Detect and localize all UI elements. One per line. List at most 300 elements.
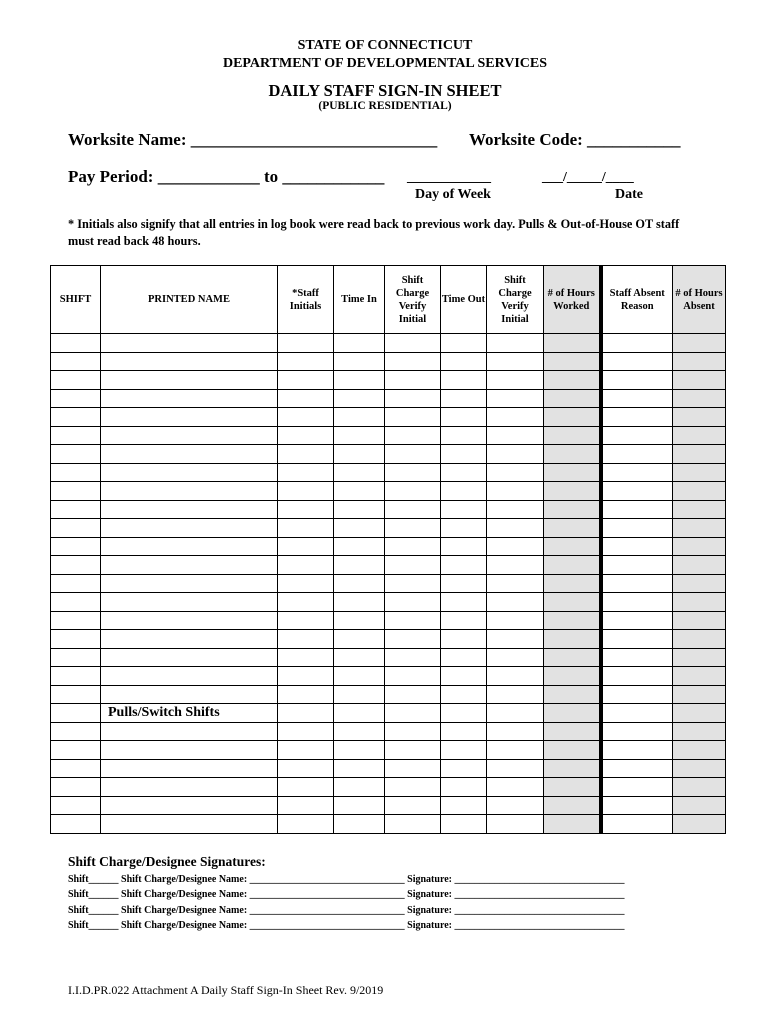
table-cell[interactable] bbox=[334, 389, 385, 408]
table-cell[interactable] bbox=[544, 667, 601, 686]
table-cell[interactable] bbox=[601, 352, 673, 371]
table-cell[interactable] bbox=[544, 371, 601, 390]
table-cell[interactable] bbox=[673, 426, 726, 445]
table-cell[interactable] bbox=[601, 574, 673, 593]
table-cell[interactable] bbox=[385, 741, 441, 760]
table-cell[interactable] bbox=[101, 537, 278, 556]
table-cell[interactable] bbox=[278, 741, 334, 760]
table-cell[interactable] bbox=[101, 759, 278, 778]
table-cell[interactable] bbox=[278, 574, 334, 593]
table-cell[interactable] bbox=[441, 704, 487, 723]
table-cell[interactable] bbox=[673, 611, 726, 630]
table-cell[interactable] bbox=[487, 741, 544, 760]
table-cell[interactable] bbox=[441, 630, 487, 649]
table-cell[interactable] bbox=[278, 389, 334, 408]
table-cell[interactable] bbox=[385, 556, 441, 575]
table-cell[interactable] bbox=[441, 685, 487, 704]
table-cell[interactable] bbox=[334, 574, 385, 593]
table-cell[interactable] bbox=[385, 389, 441, 408]
table-cell[interactable] bbox=[278, 648, 334, 667]
table-cell[interactable] bbox=[51, 667, 101, 686]
table-cell[interactable] bbox=[385, 611, 441, 630]
table-cell[interactable] bbox=[673, 667, 726, 686]
table-cell[interactable] bbox=[487, 667, 544, 686]
table-cell[interactable] bbox=[487, 556, 544, 575]
table-cell[interactable] bbox=[673, 445, 726, 464]
table-cell[interactable] bbox=[441, 722, 487, 741]
table-cell[interactable] bbox=[334, 593, 385, 612]
table-cell[interactable] bbox=[544, 500, 601, 519]
table-cell[interactable] bbox=[51, 537, 101, 556]
table-cell[interactable] bbox=[51, 463, 101, 482]
table-cell[interactable] bbox=[334, 556, 385, 575]
table-cell[interactable] bbox=[441, 667, 487, 686]
table-cell[interactable] bbox=[101, 630, 278, 649]
table-cell[interactable] bbox=[544, 352, 601, 371]
table-cell[interactable] bbox=[385, 352, 441, 371]
table-cell[interactable] bbox=[385, 722, 441, 741]
table-cell[interactable] bbox=[278, 519, 334, 538]
table-cell[interactable] bbox=[385, 796, 441, 815]
table-cell[interactable] bbox=[51, 334, 101, 353]
table-cell[interactable] bbox=[487, 426, 544, 445]
table-cell[interactable] bbox=[334, 500, 385, 519]
table-cell[interactable] bbox=[441, 519, 487, 538]
table-cell[interactable] bbox=[101, 334, 278, 353]
table-cell[interactable] bbox=[334, 648, 385, 667]
table-cell[interactable] bbox=[334, 334, 385, 353]
table-cell[interactable] bbox=[334, 371, 385, 390]
table-cell[interactable] bbox=[601, 482, 673, 501]
table-cell[interactable] bbox=[601, 519, 673, 538]
table-cell[interactable] bbox=[278, 556, 334, 575]
table-row bbox=[51, 408, 726, 427]
signature-row[interactable]: Shift______ Shift Charge/Designee Name: _______________________________ Signature: __________________________________ bbox=[68, 920, 625, 931]
table-cell[interactable] bbox=[385, 519, 441, 538]
table-cell[interactable] bbox=[601, 593, 673, 612]
signature-row[interactable]: Shift______ Shift Charge/Designee Name: _______________________________ Signature: __________________________________ bbox=[68, 874, 625, 885]
table-cell[interactable] bbox=[487, 519, 544, 538]
table-cell[interactable] bbox=[101, 648, 278, 667]
pay-period-field[interactable] bbox=[68, 167, 384, 187]
table-cell[interactable] bbox=[385, 667, 441, 686]
table-cell[interactable] bbox=[441, 778, 487, 797]
table-cell[interactable] bbox=[673, 815, 726, 834]
table-cell[interactable] bbox=[673, 352, 726, 371]
table-cell[interactable] bbox=[334, 704, 385, 723]
table-cell[interactable] bbox=[544, 445, 601, 464]
table-cell[interactable] bbox=[601, 389, 673, 408]
table-cell[interactable] bbox=[334, 759, 385, 778]
table-cell[interactable] bbox=[544, 741, 601, 760]
col-verify-in: Shift Charge Verify Initial bbox=[385, 266, 441, 334]
table-cell[interactable] bbox=[441, 741, 487, 760]
table-cell[interactable] bbox=[544, 574, 601, 593]
table-cell[interactable] bbox=[51, 371, 101, 390]
table-cell[interactable] bbox=[673, 778, 726, 797]
table-cell[interactable] bbox=[441, 389, 487, 408]
table-cell[interactable] bbox=[51, 519, 101, 538]
table-cell[interactable] bbox=[385, 408, 441, 427]
form-footer: I.I.D.PR.022 Attachment A Daily Staff Sign-In Sheet Rev. 9/2019 bbox=[68, 983, 384, 997]
table-row bbox=[51, 704, 726, 723]
table-cell[interactable] bbox=[487, 685, 544, 704]
table-cell[interactable] bbox=[601, 408, 673, 427]
table-cell[interactable] bbox=[334, 445, 385, 464]
table-cell[interactable] bbox=[385, 500, 441, 519]
table-cell[interactable] bbox=[487, 463, 544, 482]
table-cell[interactable] bbox=[51, 759, 101, 778]
table-cell[interactable] bbox=[544, 815, 601, 834]
table-cell[interactable] bbox=[278, 722, 334, 741]
table-cell[interactable] bbox=[385, 482, 441, 501]
table-cell[interactable] bbox=[278, 704, 334, 723]
table-cell[interactable] bbox=[673, 574, 726, 593]
table-cell[interactable] bbox=[385, 371, 441, 390]
table-cell[interactable] bbox=[441, 648, 487, 667]
worksite-code-field[interactable]: Worksite Code: ___________ bbox=[469, 130, 681, 149]
table-cell[interactable] bbox=[278, 815, 334, 834]
table-row bbox=[51, 537, 726, 556]
table-cell[interactable] bbox=[441, 482, 487, 501]
table-cell[interactable] bbox=[601, 426, 673, 445]
table-cell[interactable] bbox=[334, 815, 385, 834]
table-cell[interactable] bbox=[673, 648, 726, 667]
table-cell[interactable] bbox=[544, 389, 601, 408]
table-cell[interactable] bbox=[487, 482, 544, 501]
table-cell[interactable] bbox=[601, 722, 673, 741]
table-cell[interactable] bbox=[487, 389, 544, 408]
table-cell[interactable] bbox=[101, 482, 278, 501]
table-cell[interactable] bbox=[544, 537, 601, 556]
table-cell[interactable] bbox=[441, 334, 487, 353]
col-shift: SHIFT bbox=[51, 266, 101, 334]
table-cell[interactable] bbox=[544, 334, 601, 353]
table-cell[interactable] bbox=[51, 704, 101, 723]
table-cell[interactable] bbox=[441, 500, 487, 519]
day-of-week-blank[interactable]: ____________ bbox=[407, 170, 491, 185]
table-cell[interactable] bbox=[334, 352, 385, 371]
table-cell[interactable] bbox=[601, 815, 673, 834]
table-cell[interactable] bbox=[334, 408, 385, 427]
table-cell[interactable] bbox=[487, 334, 544, 353]
table-cell[interactable] bbox=[278, 463, 334, 482]
signature-row[interactable]: Shift______ Shift Charge/Designee Name: _______________________________ Signature: __________________________________ bbox=[68, 889, 625, 900]
table-cell[interactable] bbox=[278, 685, 334, 704]
table-cell[interactable] bbox=[51, 778, 101, 797]
table-cell[interactable] bbox=[385, 648, 441, 667]
signature-row[interactable]: Shift______ Shift Charge/Designee Name: _______________________________ Signature: __________________________________ bbox=[68, 905, 625, 916]
table-cell[interactable] bbox=[334, 463, 385, 482]
table-cell[interactable] bbox=[601, 371, 673, 390]
table-cell[interactable] bbox=[673, 408, 726, 427]
table-cell[interactable] bbox=[544, 426, 601, 445]
table-cell[interactable] bbox=[278, 778, 334, 797]
table-cell[interactable] bbox=[334, 611, 385, 630]
table-cell[interactable] bbox=[601, 759, 673, 778]
table-cell[interactable] bbox=[487, 648, 544, 667]
table-cell[interactable] bbox=[385, 463, 441, 482]
table-cell[interactable] bbox=[101, 611, 278, 630]
table-cell[interactable] bbox=[334, 482, 385, 501]
worksite-name-field[interactable]: Worksite Name: _____________________________ bbox=[68, 130, 438, 149]
table-cell[interactable] bbox=[673, 371, 726, 390]
table-cell[interactable] bbox=[673, 389, 726, 408]
table-cell[interactable] bbox=[385, 630, 441, 649]
table-cell[interactable] bbox=[278, 352, 334, 371]
table-cell[interactable] bbox=[441, 371, 487, 390]
table-row bbox=[51, 445, 726, 464]
table-cell[interactable] bbox=[673, 759, 726, 778]
table-cell[interactable] bbox=[487, 371, 544, 390]
table-cell[interactable] bbox=[544, 796, 601, 815]
table-cell[interactable] bbox=[51, 556, 101, 575]
table-cell[interactable] bbox=[441, 796, 487, 815]
table-row bbox=[51, 796, 726, 815]
table-cell[interactable] bbox=[334, 722, 385, 741]
table-header-row bbox=[51, 266, 726, 334]
table-cell[interactable] bbox=[673, 704, 726, 723]
table-cell[interactable] bbox=[673, 796, 726, 815]
table-cell[interactable] bbox=[544, 759, 601, 778]
col-hours-absent: # of Hours Absent bbox=[673, 266, 726, 334]
table-cell[interactable] bbox=[673, 519, 726, 538]
table-cell[interactable] bbox=[441, 759, 487, 778]
table-cell[interactable] bbox=[441, 574, 487, 593]
table-cell[interactable] bbox=[487, 500, 544, 519]
table-cell[interactable] bbox=[601, 500, 673, 519]
table-cell[interactable] bbox=[385, 778, 441, 797]
col-staff-initials: *Staff Initials bbox=[278, 266, 334, 334]
table-cell[interactable] bbox=[487, 408, 544, 427]
table-cell[interactable] bbox=[101, 667, 278, 686]
table-cell[interactable] bbox=[51, 630, 101, 649]
table-cell[interactable] bbox=[334, 630, 385, 649]
page-subtitle: (PUBLIC RESIDENTIAL) bbox=[318, 100, 452, 112]
table-cell[interactable] bbox=[334, 741, 385, 760]
table-cell[interactable] bbox=[385, 574, 441, 593]
table-cell[interactable] bbox=[101, 556, 278, 575]
table-cell[interactable] bbox=[673, 741, 726, 760]
table-cell[interactable] bbox=[51, 408, 101, 427]
table-row bbox=[51, 759, 726, 778]
table-cell[interactable] bbox=[441, 556, 487, 575]
table-cell[interactable] bbox=[673, 463, 726, 482]
table-cell[interactable] bbox=[673, 685, 726, 704]
table-row bbox=[51, 815, 726, 834]
table-cell[interactable] bbox=[385, 704, 441, 723]
table-cell[interactable] bbox=[334, 519, 385, 538]
table-cell[interactable] bbox=[51, 574, 101, 593]
table-cell[interactable] bbox=[51, 722, 101, 741]
table-cell[interactable] bbox=[487, 630, 544, 649]
table-cell[interactable] bbox=[278, 611, 334, 630]
table-cell[interactable] bbox=[278, 667, 334, 686]
table-cell[interactable] bbox=[51, 482, 101, 501]
table-cell[interactable] bbox=[441, 463, 487, 482]
table-cell[interactable] bbox=[385, 334, 441, 353]
table-cell[interactable] bbox=[441, 611, 487, 630]
table-cell[interactable] bbox=[673, 722, 726, 741]
table-cell[interactable] bbox=[487, 611, 544, 630]
table-cell[interactable] bbox=[441, 426, 487, 445]
table-cell[interactable] bbox=[673, 334, 726, 353]
table-cell[interactable] bbox=[51, 611, 101, 630]
table-cell[interactable] bbox=[544, 482, 601, 501]
table-cell[interactable] bbox=[544, 778, 601, 797]
table-cell[interactable] bbox=[51, 500, 101, 519]
table-row bbox=[51, 722, 726, 741]
table-cell[interactable] bbox=[101, 593, 278, 612]
table-cell[interactable] bbox=[101, 445, 278, 464]
table-cell[interactable] bbox=[673, 630, 726, 649]
table-cell[interactable] bbox=[673, 537, 726, 556]
table-cell[interactable] bbox=[101, 463, 278, 482]
initials-note: * Initials also signify that all entries in log book were read back to previous work day. Pulls & Out-of-House OT staff must read back 48 hours. bbox=[68, 217, 680, 248]
table-cell[interactable] bbox=[101, 741, 278, 760]
table-cell[interactable] bbox=[334, 778, 385, 797]
table-cell[interactable] bbox=[51, 796, 101, 815]
table-cell[interactable] bbox=[278, 537, 334, 556]
table-cell[interactable] bbox=[278, 759, 334, 778]
table-cell[interactable] bbox=[601, 334, 673, 353]
table-cell[interactable] bbox=[51, 426, 101, 445]
table-cell[interactable] bbox=[544, 593, 601, 612]
table-cell[interactable] bbox=[487, 796, 544, 815]
table-cell[interactable] bbox=[544, 704, 601, 723]
table-cell[interactable] bbox=[278, 426, 334, 445]
table-cell[interactable] bbox=[601, 611, 673, 630]
table-cell[interactable] bbox=[441, 445, 487, 464]
table-cell[interactable] bbox=[101, 426, 278, 445]
table-cell[interactable] bbox=[278, 796, 334, 815]
table-cell[interactable] bbox=[278, 630, 334, 649]
table-cell[interactable] bbox=[278, 445, 334, 464]
table-cell[interactable] bbox=[544, 685, 601, 704]
table-cell[interactable] bbox=[385, 426, 441, 445]
table-cell[interactable] bbox=[101, 389, 278, 408]
table-cell[interactable] bbox=[278, 500, 334, 519]
table-cell[interactable] bbox=[441, 593, 487, 612]
table-cell[interactable] bbox=[51, 685, 101, 704]
table-cell[interactable] bbox=[544, 648, 601, 667]
table-cell[interactable] bbox=[334, 685, 385, 704]
table-cell[interactable] bbox=[601, 537, 673, 556]
table-cell[interactable] bbox=[544, 408, 601, 427]
table-cell[interactable] bbox=[487, 815, 544, 834]
table-cell[interactable] bbox=[544, 463, 601, 482]
table-cell[interactable] bbox=[51, 741, 101, 760]
table-cell[interactable] bbox=[385, 593, 441, 612]
table-cell[interactable] bbox=[673, 593, 726, 612]
table-cell[interactable] bbox=[334, 537, 385, 556]
table-cell[interactable] bbox=[441, 352, 487, 371]
table-cell[interactable] bbox=[101, 574, 278, 593]
table-cell[interactable] bbox=[278, 593, 334, 612]
col-time-in: Time In bbox=[334, 266, 385, 334]
table-cell[interactable] bbox=[334, 796, 385, 815]
table-cell[interactable] bbox=[334, 667, 385, 686]
table-cell[interactable] bbox=[673, 556, 726, 575]
table-row bbox=[51, 426, 726, 445]
table-cell[interactable] bbox=[601, 556, 673, 575]
agency-department: DEPARTMENT OF DEVELOPMENTAL SERVICES bbox=[222, 56, 548, 71]
table-row bbox=[51, 371, 726, 390]
table-cell[interactable] bbox=[601, 778, 673, 797]
table-cell[interactable] bbox=[385, 445, 441, 464]
table-cell[interactable] bbox=[601, 648, 673, 667]
table-cell[interactable] bbox=[51, 352, 101, 371]
table-cell[interactable] bbox=[51, 593, 101, 612]
table-cell[interactable] bbox=[278, 482, 334, 501]
table-cell[interactable] bbox=[601, 704, 673, 723]
table-cell[interactable] bbox=[385, 759, 441, 778]
table-cell[interactable] bbox=[101, 519, 278, 538]
table-cell[interactable] bbox=[441, 537, 487, 556]
table-cell[interactable] bbox=[101, 408, 278, 427]
table-cell[interactable] bbox=[544, 519, 601, 538]
table-cell[interactable] bbox=[601, 630, 673, 649]
table-cell[interactable] bbox=[278, 408, 334, 427]
table-cell[interactable] bbox=[385, 537, 441, 556]
table-cell[interactable] bbox=[101, 722, 278, 741]
table-cell[interactable] bbox=[101, 815, 278, 834]
table-cell[interactable] bbox=[601, 796, 673, 815]
table-cell[interactable] bbox=[487, 722, 544, 741]
table-cell[interactable] bbox=[101, 371, 278, 390]
table-cell[interactable] bbox=[601, 741, 673, 760]
table-cell[interactable] bbox=[101, 796, 278, 815]
table-cell[interactable] bbox=[544, 556, 601, 575]
table-cell[interactable] bbox=[101, 685, 278, 704]
table-cell[interactable] bbox=[487, 778, 544, 797]
table-cell[interactable] bbox=[544, 722, 601, 741]
table-cell[interactable] bbox=[601, 685, 673, 704]
table-cell[interactable] bbox=[278, 371, 334, 390]
table-cell[interactable] bbox=[487, 759, 544, 778]
table-cell[interactable] bbox=[334, 426, 385, 445]
table-cell[interactable] bbox=[385, 815, 441, 834]
table-cell[interactable] bbox=[51, 445, 101, 464]
table-cell[interactable] bbox=[101, 352, 278, 371]
table-cell[interactable] bbox=[51, 389, 101, 408]
table-cell[interactable] bbox=[441, 408, 487, 427]
table-cell[interactable] bbox=[601, 463, 673, 482]
table-cell[interactable] bbox=[51, 648, 101, 667]
table-cell[interactable] bbox=[487, 704, 544, 723]
table-cell[interactable] bbox=[487, 445, 544, 464]
signatures-title: Shift Charge/Designee Signatures: bbox=[68, 854, 266, 869]
table-cell[interactable] bbox=[101, 778, 278, 797]
table-cell[interactable] bbox=[544, 611, 601, 630]
table-cell[interactable] bbox=[278, 334, 334, 353]
table-cell[interactable] bbox=[51, 815, 101, 834]
table-cell[interactable] bbox=[101, 500, 278, 519]
table-cell[interactable] bbox=[487, 574, 544, 593]
table-cell[interactable] bbox=[487, 352, 544, 371]
table-cell[interactable] bbox=[673, 500, 726, 519]
table-cell[interactable] bbox=[601, 445, 673, 464]
table-cell[interactable] bbox=[441, 815, 487, 834]
table-cell[interactable] bbox=[544, 630, 601, 649]
table-cell[interactable] bbox=[487, 537, 544, 556]
table-cell[interactable] bbox=[487, 593, 544, 612]
table-cell[interactable] bbox=[673, 482, 726, 501]
table-row bbox=[51, 741, 726, 760]
table-cell[interactable] bbox=[601, 667, 673, 686]
table-cell[interactable] bbox=[385, 685, 441, 704]
date-blank[interactable]: ___/_____/____ bbox=[542, 170, 634, 185]
